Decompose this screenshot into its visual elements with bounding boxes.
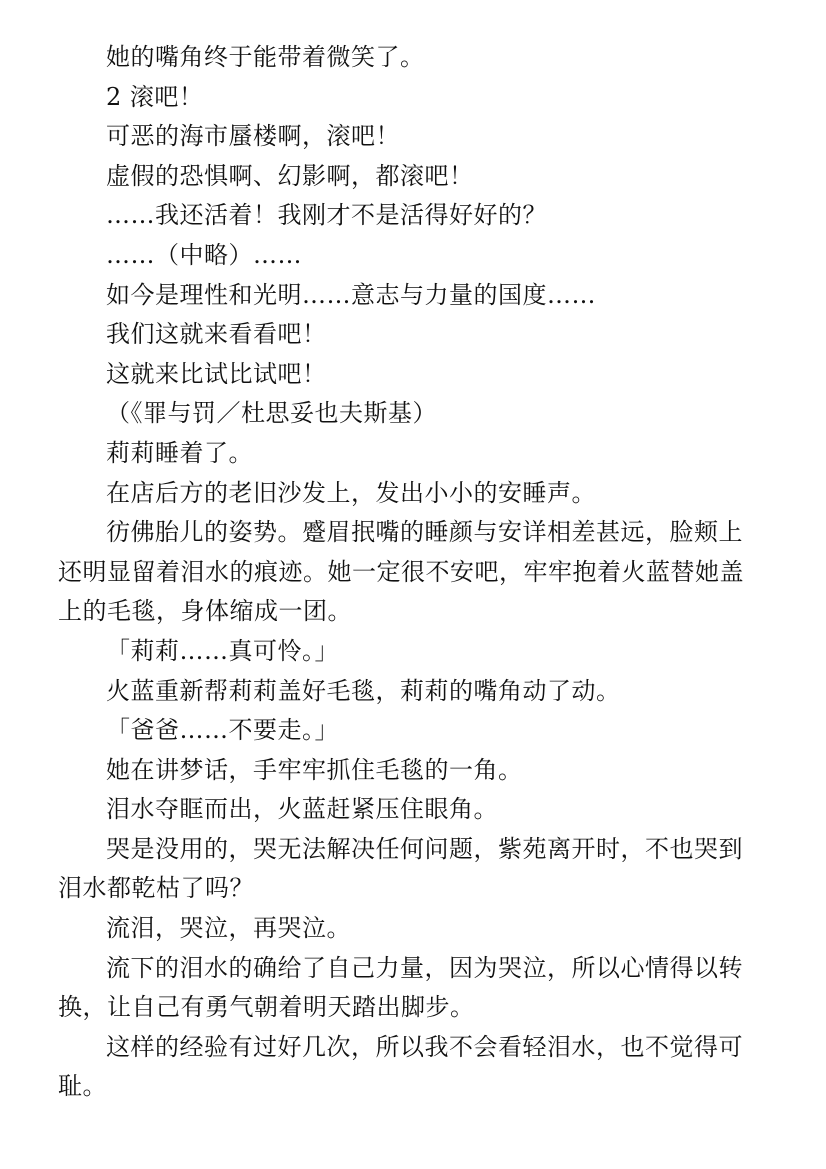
paragraph: ……我还活着！我刚才不是活得好好的？ (106, 201, 547, 230)
paragraph: 彷佛胎儿的姿势。蹙眉抿嘴的睡颜与安详相差甚远，脸颊上还明显留着泪水的痕迹。她一定很不安吧，牢牢抱着火蓝替她盖上的毛毯，身体缩成一团。 (58, 518, 744, 626)
paragraph: 这就来比试比试吧！ (106, 359, 327, 388)
paragraph: 泪水夺眶而出，火蓝赶紧压住眼角。 (106, 795, 498, 824)
paragraph: 在店后方的老旧沙发上，发出小小的安睡声。 (106, 478, 596, 507)
paragraph: 如今是理性和光明……意志与力量的国度…… (106, 280, 596, 309)
body-text (58, 38, 758, 1107)
paragraph: 她的嘴角终于能带着微笑了。 (106, 43, 425, 71)
paragraph: 这样的经验有过好几次，所以我不会看轻泪水，也不觉得可耻。 (58, 1032, 743, 1101)
paragraph: 她在讲梦话，手牢牢抓住毛毯的一角。 (106, 755, 523, 784)
paragraph: 「爸爸……不要走。」 (106, 716, 339, 745)
paragraph: 2 滚吧！ (106, 82, 204, 111)
paragraph: 流泪，哭泣，再哭泣。 (106, 914, 351, 943)
paragraph: 流下的泪水的确给了自己力量，因为哭泣，所以心情得以转换，让自己有勇气朝着明天踏出脚步。 (58, 953, 743, 1022)
paragraph: 「莉莉……真可怜。」 (106, 636, 339, 665)
paragraph: ……（中略）…… (106, 240, 302, 269)
paragraph: 莉莉睡着了。 (106, 438, 253, 467)
paragraph: 可恶的海市蜃楼啊，滚吧！ (106, 122, 400, 151)
paragraph: 哭是没用的，哭无法解决任何问题，紫苑离开时，不也哭到泪水都乾枯了吗？ (58, 834, 743, 903)
paragraph: （《罪与罚／杜思妥也夫斯基） (106, 399, 437, 428)
paragraph: 我们这就来看看吧！ (106, 320, 327, 349)
paragraph: 火蓝重新帮莉莉盖好毛毯，莉莉的嘴角动了动。 (106, 676, 621, 705)
paragraph: 虚假的恐惧啊、幻影啊，都滚吧！ (106, 161, 474, 190)
